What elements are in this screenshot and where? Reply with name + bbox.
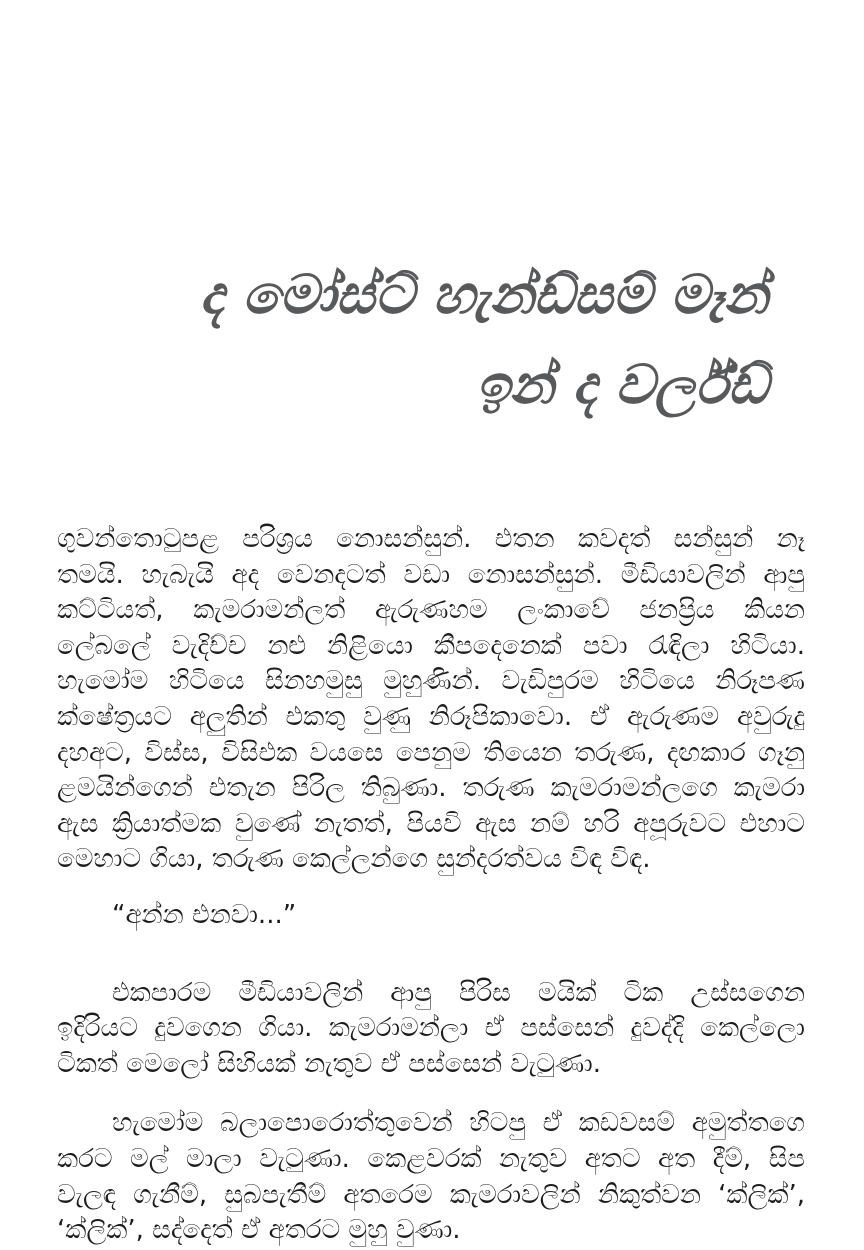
text-line: මෙහාට ගියා, තරුණ කෙල්ලන්ගෙ සුන්දරත්වය විඳ විඳ.: [57, 844, 651, 875]
paragraph-4: [57, 1106, 805, 1248]
text-line: හැමෝම බලාපොරොත්තුවෙන් හිටපු ඒ කඩවසම් අමුත්තගෙ: [112, 1108, 805, 1139]
text-line: හැමෝම හිටියෙ සිනහමුසු මුහුණින්. වැඩිපුරම හිටියෙ නිරූපණ: [57, 666, 805, 697]
paragraph-3: [57, 976, 805, 1083]
paragraph-1: [57, 522, 805, 878]
chapter-title-line-1: ද මෝස්ට් හැන්ඩ්සම් මෑන්: [199, 263, 768, 326]
text-line: දහඅට, විස්ස, විසිඑක වයසෙ පෙනුම තියෙන තරුණ, දඟකාර ගෑනු: [57, 737, 805, 768]
text-line: එකපාරම මීඩියාවලින් ආපු පිරිස මයික් ටික උස්සගෙන: [112, 977, 805, 1008]
text-line: වැලඳ ගැනීම්, සුබපැතීම් අතරෙම කැමරාවලින් නිකුත්වන ‘ක්ලික්’,: [57, 1179, 805, 1210]
text-line: ටිකත් මෙලෝ සිහියක් නැතුව ඒ පස්සෙන් වැටුණා.: [57, 1048, 602, 1079]
text-line: කරට මල් මාලා වැටුණා. කෙළවරක් නැතුව අතට අත දීම්, සිප: [57, 1143, 805, 1174]
chapter-title: [0, 250, 768, 430]
chapter-title-line-2: ඉන් ද වර්ල්ඩ්: [476, 353, 768, 416]
text-line: ක්ෂේත්‍රයට අලුතින් එකතු වුණු නිරූපිකාවො. ඒ ඇරුණම අවුරුදු: [57, 701, 805, 732]
text-line: ඉදිරියට දුවගෙන ගියා. කැමරාමන්ලා ඒ පස්සෙන් දුවද්දි කෙල්ලො: [57, 1013, 805, 1044]
text-line: ඇස ක්‍රියාත්මක වුණේ නැතත්, පියවි ඇස නම් හරි අපූරුවට එහාට: [57, 808, 805, 839]
quote-line: “අන්න එනවා...”: [112, 899, 297, 930]
text-line: තමයි. හැබැයි අද වෙනදටත් වඩා නොසන්සුන්. මීඩියාවලින් ආපු: [57, 559, 805, 590]
text-line: ගුවන්තොටුපළ පරිශ්‍රය නොසන්සුන්. එතන කවදත් සන්සුන් නෑ: [57, 524, 805, 554]
text-line: කට්ටියත්, කැමරාමන්ලත් ඇරුණහම ලංකාවේ ජනප්‍රිය කියන: [57, 595, 805, 626]
text-line: ළමයින්ගෙන් එතැන පිරිල තිබුණා. තරුණ කැමරාමන්ලගෙ කැමරා: [57, 773, 805, 804]
body-text: [57, 522, 805, 1249]
text-line: ‘ක්ලික්’, සද්දෙත් ඒ අතරට මුහු වුණා.: [57, 1215, 461, 1246]
text-line: ලේබලේ වැදිච්ච නළු නිළියො කීපදෙනෙක් පවා රැඳිලා හිටියා.: [57, 630, 805, 661]
paragraph-2-quote: [57, 898, 805, 934]
